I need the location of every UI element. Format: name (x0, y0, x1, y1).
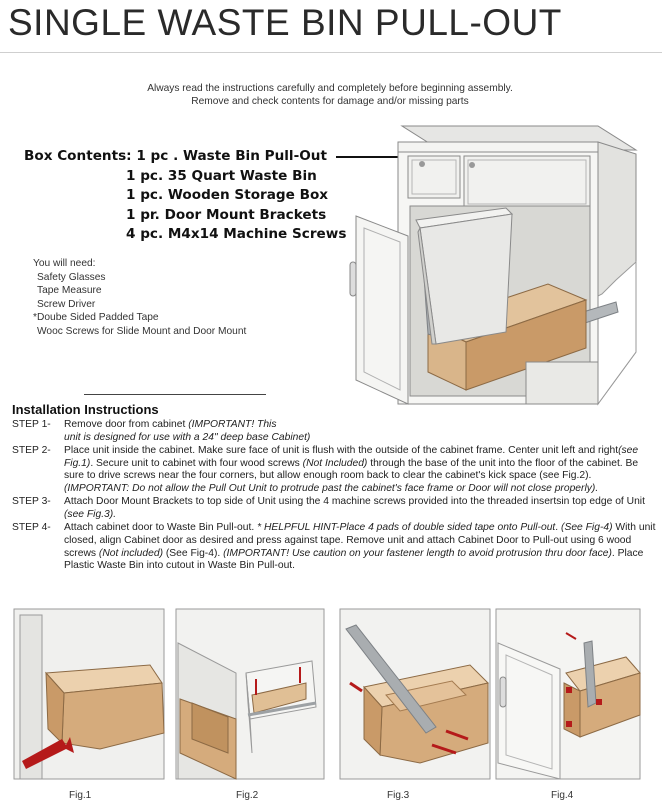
step-text-emphasis: unit is designed for use with a 24" deep base Cabinet) (64, 431, 311, 443)
intro-line-1: Always read the instructions carefully and completely before beginning assembly. (147, 83, 513, 94)
step-text-emphasis: (see Fig.1) (64, 444, 639, 469)
step-text: through the base of the unit into the floor of the cabinet. Be sure to drive screws near the four corners, but allow enough room back to clear the cabinet's kick space (see Fig.2). (64, 457, 639, 482)
step-text: Attach Door Mount Brackets to top side of Unit using the 4 machine screws provided into the threaded insertsin top edge of Unit (64, 496, 645, 508)
step-text-emphasis: (IMPORTANT: Do not allow the Pull Out Unit to protrude past the cabinet's face frame or Door will not close properly). (64, 483, 599, 495)
tools-needed (33, 257, 246, 338)
box-contents (24, 147, 346, 245)
figure-3-caption: Fig.3 (387, 790, 410, 801)
section-divider (84, 394, 266, 395)
step-label: STEP 4- (12, 522, 51, 534)
figure-4-illustration (496, 609, 640, 779)
tools-needed-item (33, 271, 246, 285)
tools-needed-text: Screw Driver (37, 298, 96, 310)
intro-line-2: Remove and check contents for damage and/or missing parts (191, 96, 469, 107)
figure-1-caption: Fig.1 (69, 790, 92, 801)
box-contents-item: 1 pc. 35 Quart Waste Bin (126, 167, 317, 184)
step-label: STEP 1- (12, 419, 51, 430)
step-text: With unit closed, align Cabinet door as desired and press against tape. Remove unit and attach Cabinet Door to Pull-out using 6 wood screws (64, 522, 656, 559)
tools-needed-item (33, 325, 246, 339)
figure-2-illustration (176, 609, 324, 779)
step-text: Remove door from cabinet (64, 419, 189, 430)
step-text-emphasis: (Not Included) (302, 457, 368, 469)
step-text: Attach cabinet door to Waste Bin Pull-out. (64, 522, 258, 534)
installation-step (12, 496, 658, 521)
box-contents-item: 1 pc . Waste Bin Pull-Out (136, 148, 327, 164)
figures-strip (0, 603, 662, 788)
tools-needed-item (33, 298, 246, 312)
step-text: . Place Plastic Waste Bin into cutout in Waste Bin Pull-out. (64, 547, 644, 572)
step-label: STEP 2- (12, 444, 51, 456)
installation-heading: Installation Instructions (12, 402, 159, 417)
figure-1-illustration (14, 609, 164, 779)
installation-step (12, 445, 658, 496)
tools-needed-mark: * (33, 312, 37, 323)
step-text-emphasis: * HELPFUL HINT-Place 4 pads of double sided tape onto Pull-out (257, 522, 556, 534)
title-divider (0, 52, 662, 53)
box-contents-item: 4 pc. M4x14 Machine Screws (126, 226, 347, 243)
step-text-emphasis: (Not included) (98, 547, 164, 559)
tools-needed-text: Tape Measure (37, 285, 102, 296)
box-contents-label: Box Contents: (24, 148, 132, 164)
step-text: . (555, 522, 562, 534)
figure-4-caption: Fig.4 (551, 790, 574, 801)
tools-needed-heading: You will need: (33, 258, 96, 269)
step-text: . Secure unit to cabinet with four wood screws (90, 457, 303, 469)
box-contents-item: 1 pr. Door Mount Brackets (126, 206, 327, 223)
installation-step (12, 522, 658, 573)
step-text: (See Fig-4). (163, 547, 224, 559)
page-title: SINGLE WASTE BIN PULL-OUT (8, 2, 562, 43)
tools-needed-text: Doube Sided Padded Tape (37, 312, 159, 323)
tools-needed-item (33, 311, 246, 325)
installation-steps (12, 419, 658, 573)
tools-needed-text: Wooc Screws for Slide Mount and Door Mount (37, 325, 247, 337)
figure-2-caption: Fig.2 (236, 790, 259, 801)
step-text-emphasis: (IMPORTANT! This (188, 419, 277, 430)
step-text: Place unit inside the cabinet. Make sure face of unit is flush with the outside of the cabinet frame. Center unit left and right (64, 444, 619, 456)
cabinet-illustration (336, 112, 662, 432)
step-text-emphasis: (See Fig-4) (561, 522, 613, 534)
intro-text (120, 82, 540, 108)
figure-3-illustration (340, 609, 490, 779)
box-contents-item: 1 pc. Wooden Storage Box (126, 187, 329, 204)
step-text-emphasis: (see Fig.3). (64, 508, 117, 520)
tools-needed-item (33, 284, 246, 298)
tools-needed-text: Safety Glasses (37, 271, 106, 283)
step-label: STEP 3- (12, 496, 51, 508)
step-text-emphasis: (IMPORTANT! Use caution on your fastener length to avoid protrusion thru door face) (223, 547, 612, 559)
